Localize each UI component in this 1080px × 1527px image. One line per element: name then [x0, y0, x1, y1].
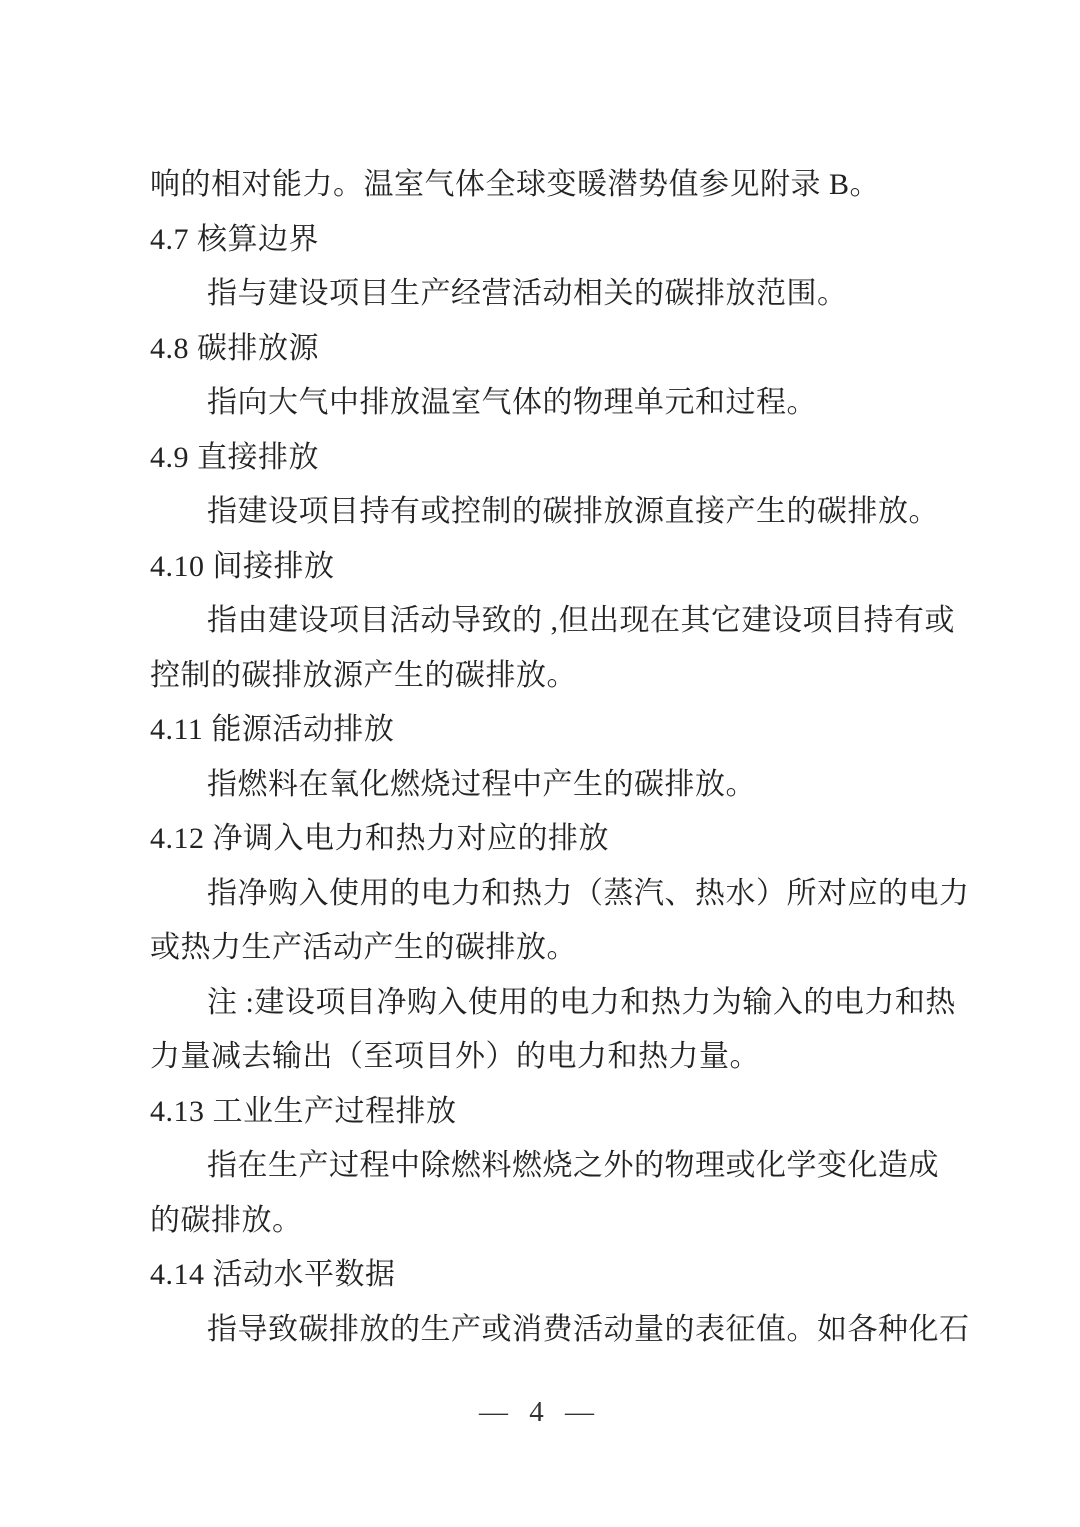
- clause-heading-4-14: 4.14 活动水平数据: [150, 1258, 396, 1291]
- clause-heading-4-13: 4.13 工业生产过程排放: [150, 1094, 457, 1128]
- definition-line-4-14: 指导致碳排放的生产或消费活动量的表征值。如各种化石: [207, 1312, 970, 1346]
- clause-heading-4-9: 4.9 直接排放: [150, 440, 319, 474]
- body-line-continuation: 响的相对能力。温室气体全球变暖潜势值参见附录 B。: [150, 168, 881, 201]
- definition-line-4-13: 指在生产过程中除燃料燃烧之外的物理或化学变化造成: [207, 1149, 939, 1182]
- definition-line-4-13-cont: 的碳排放。: [150, 1203, 303, 1237]
- note-line-4-12-cont: 力量减去输出（至项目外）的电力和热力量。: [150, 1040, 760, 1073]
- definition-line-4-10: 指由建设项目活动导致的 ,但出现在其它建设项目持有或: [207, 604, 955, 637]
- definition-line-4-11: 指燃料在氧化燃烧过程中产生的碳排放。: [207, 767, 756, 801]
- clause-heading-4-11: 4.11 能源活动排放: [150, 713, 395, 746]
- page-number-footer: — 4 —: [479, 1396, 601, 1428]
- definition-line-4-12: 指净购入使用的电力和热力（蒸汽、热水）所对应的电力: [207, 876, 970, 910]
- clause-heading-4-8: 4.8 碳排放源: [150, 331, 319, 365]
- clause-heading-4-12: 4.12 净调入电力和热力对应的排放: [150, 822, 609, 855]
- note-line-4-12: 注 :建设项目净购入使用的电力和热力为输入的电力和热: [207, 985, 956, 1019]
- definition-line-4-10-cont: 控制的碳排放源产生的碳排放。: [150, 658, 577, 692]
- clause-heading-4-7: 4.7 核算边界: [150, 222, 319, 256]
- clause-heading-4-10: 4.10 间接排放: [150, 549, 335, 583]
- definition-line-4-7: 指与建设项目生产经营活动相关的碳排放范围。: [207, 277, 848, 310]
- definition-line-4-9: 指建设项目持有或控制的碳排放源直接产生的碳排放。: [207, 495, 939, 528]
- document-text-block: [150, 158, 970, 1357]
- definition-line-4-12-cont: 或热力生产活动产生的碳排放。: [150, 931, 577, 964]
- definition-line-4-8: 指向大气中排放温室气体的物理单元和过程。: [207, 386, 817, 419]
